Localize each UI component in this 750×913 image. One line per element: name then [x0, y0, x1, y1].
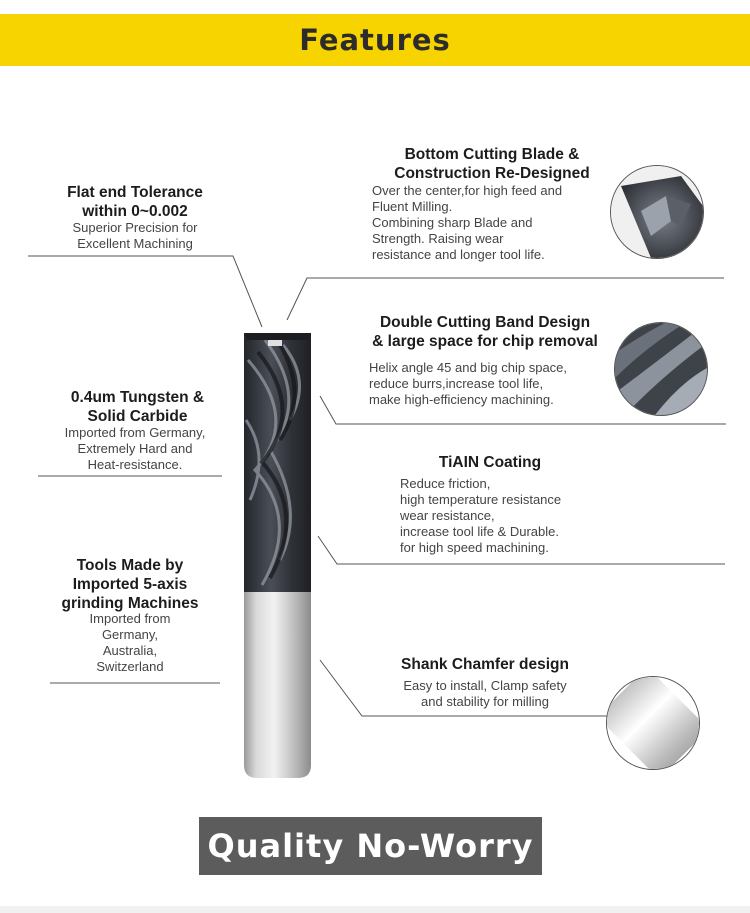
feature-desc-bottom-blade: Over the center,for high feed and Fluent Milling. Combining sharp Blade and Strength. Raising wear resistance and longer tool life. [372, 183, 563, 262]
feature-desc-tungsten: Imported from Germany, Extremely Hard and Heat-resistance. [64, 425, 206, 472]
feature-title-shank-chamfer: Shank Chamfer design [401, 656, 569, 673]
shank-shape [244, 592, 311, 778]
feature-title-flat-end: Flat end Tolerance within 0~0.002 [67, 184, 203, 220]
feature-desc-5axis: Imported from Germany, Australia, Switzerland [89, 611, 171, 674]
detail-flute-image [614, 322, 708, 416]
page-title: Features [299, 23, 451, 57]
feature-desc-shank-chamfer: Easy to install, Clamp safety and stability for milling [403, 678, 567, 709]
feature-title-5axis: Tools Made by Imported 5-axis grinding Machines [61, 557, 199, 612]
quality-badge [199, 817, 542, 875]
feature-title-bottom-blade: Bottom Cutting Blade & Construction Re-Designed [394, 146, 590, 182]
tip-shape [244, 333, 311, 340]
detail-shank-image [606, 676, 700, 770]
detail-tip-image [610, 165, 704, 259]
quality-label: Quality No-Worry [207, 827, 534, 865]
flute-body-shape [244, 333, 311, 592]
bottom-divider [0, 906, 750, 913]
features-banner [0, 14, 750, 66]
feature-desc-coating: Reduce friction, high temperature resistance wear resistance, increase tool life & Durable. for high speed machining. [400, 476, 562, 555]
feature-desc-flat-end: Superior Precision for Excellent Machining [72, 220, 198, 251]
feature-desc-cutting-band: Helix angle 45 and big chip space, reduce burrs,increase tool life, make high-efficiency machining. [369, 360, 568, 407]
feature-title-cutting-band: Double Cutting Band Design & large space for chip removal [372, 314, 598, 350]
feature-title-tungsten: 0.4um Tungsten & Solid Carbide [70, 389, 205, 425]
feature-title-coating: TiAIN Coating [438, 454, 542, 471]
